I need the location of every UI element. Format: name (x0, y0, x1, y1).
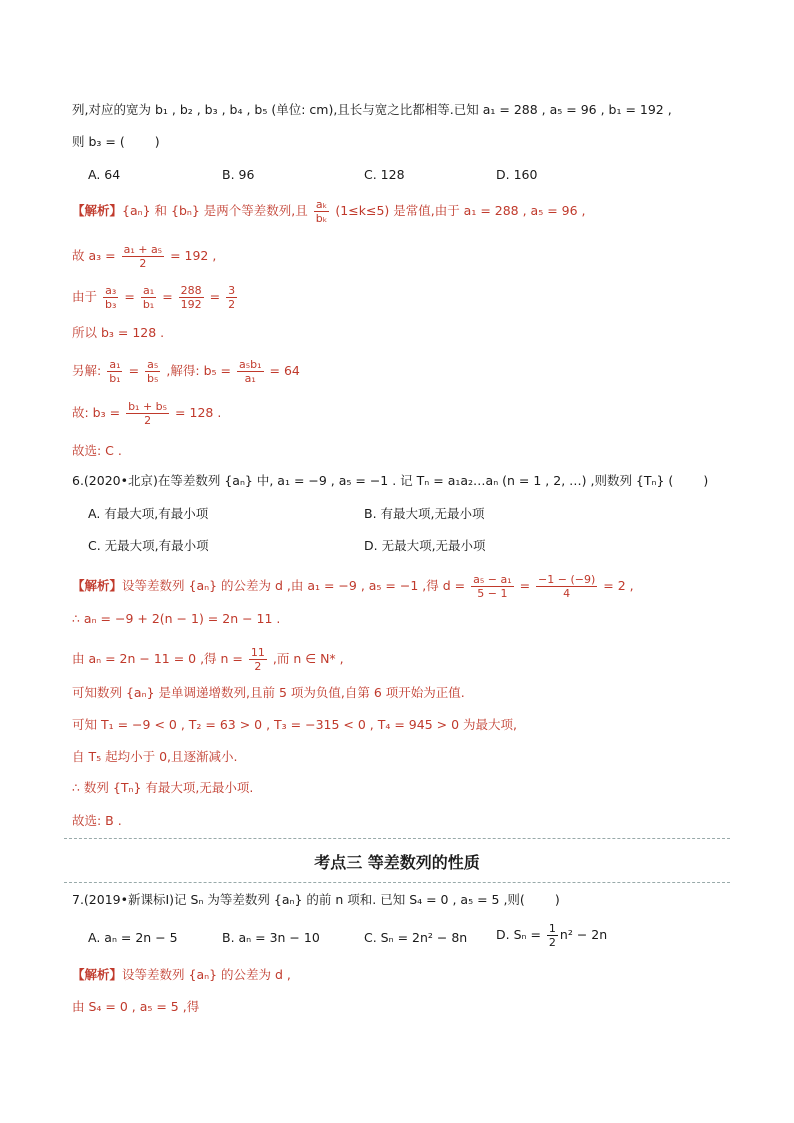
q7-stem-paren-close: ) (554, 892, 560, 907)
fraction (237, 358, 264, 385)
frac-num: a₁ (109, 358, 121, 371)
frac-den: 2 (228, 298, 236, 311)
fraction (471, 573, 514, 600)
q5-solution-line5: 另解: $\frac{\text{a₁}}{\text{b₁}}$ = $\frac{\text{a₅}}{\text{b₅}}$ ,解得: b₅ = $\frac{\text{a₅b₁}}{\text{a₁}}$ = 64 (72, 358, 300, 385)
q7-solution-line1 (72, 966, 291, 984)
q5-solution-line3: 由于 $\frac{\text{a₃}}{\text{b₃}}$ = $\frac{\text{a₁}}{\text{b₁}}$ = $\frac{288}{192}$ = $\frac{3}{2}$ (72, 284, 236, 311)
q7-stem-text: 7.(2019•新课标Ⅰ)记 Sₙ 为等差数列 {aₙ} 的前 n 项和. 已知 S₄ = 0 , a₅ = 5 ,则( (72, 892, 525, 907)
q6-solution-line2: ∴ aₙ = −9 + 2(n − 1) = 2n − 11 . (72, 611, 281, 626)
q6-solution-line4: 可知数列 {aₙ} 是单调递增数列,且前 5 项为负值,自第 6 项开始为正值. (72, 685, 465, 700)
frac-den: b₃ (105, 298, 117, 311)
section-title: 考点三 等差数列的性质 (314, 853, 480, 872)
frac-num: a₅ (147, 358, 159, 371)
q5-sol1-text: {aₙ} 和 {bₙ} 是两个等差数列,且 (122, 203, 308, 218)
q6-answer: 故选: B . (72, 813, 122, 828)
fraction (126, 400, 169, 427)
q5-sol6-text: 故: b₃ = (72, 405, 121, 420)
q5-solution-line1 (72, 198, 586, 225)
q7-sol1-text: 设等差数列 {aₙ} 的公差为 d , (122, 967, 291, 982)
q6-option-d: D. 无最大项,无最小项 (364, 538, 486, 553)
q6-sol1-text-b: = 2 , (603, 578, 634, 593)
frac-den: 2 (548, 936, 556, 949)
q5-sol2-text: 故 a₃ = (72, 248, 116, 263)
q6-solution-line6: 自 T₅ 起均小于 0,且逐渐减小. (72, 749, 238, 764)
frac-num: a₅ − a₁ (473, 573, 512, 586)
frac-num: b₁ + b₅ (128, 400, 168, 413)
fraction (226, 284, 237, 311)
frac-num: 11 (250, 646, 265, 659)
q7-stem (72, 891, 560, 909)
q6-sol3-text: 由 aₙ = 2n − 11 = 0 ,得 n = (72, 651, 243, 666)
q5-ratio-fraction (314, 198, 330, 225)
fraction (179, 284, 204, 311)
q5-stem-line2 (72, 133, 160, 151)
fraction (547, 922, 558, 949)
q5-sol5-text-b: ,解得: b₅ = (166, 363, 231, 378)
q5-sol2-text-b: = 192 , (170, 248, 217, 263)
q6-option-a: A. 有最大项,有最小项 (88, 506, 209, 521)
q5-sol2-fraction (122, 243, 165, 270)
q5-sol1-text-b: (1≤k≤5) 是常值,由于 a₁ = 288 , a₅ = 96 , (335, 203, 586, 218)
q6-sol3-text-b: ,而 n ∈ N* , (272, 651, 344, 666)
frac-num: a₃ (105, 284, 117, 297)
q7-option-c: C. Sₙ = 2n² − 8n (364, 930, 468, 945)
q5-solution-line4: 所以 b₃ = 128 . (72, 325, 165, 340)
frac-den: bₖ (315, 212, 328, 225)
q5-stem-paren-close: ) (154, 134, 160, 149)
frac-den: 4 (563, 587, 571, 600)
q5-option-a: A. 64 (88, 167, 121, 182)
frac-num: 288 (180, 284, 202, 297)
q5-sol3-text: 由于 (72, 289, 98, 304)
q5-stem-line1: 列,对应的宽为 b₁ , b₂ , b₃ , b₄ , b₅ (单位: cm),且长与宽之比都相等.已知 a₁ = 288 , a₅ = 96 , b₁ = 192 , (72, 102, 672, 117)
frac-den: a₁ (244, 372, 256, 385)
q5-sol5-text-c: = 64 (269, 363, 300, 378)
frac-num: −1 − (−9) (538, 573, 596, 586)
fraction (141, 284, 156, 311)
q6-stem (72, 472, 708, 490)
frac-num: a₅b₁ (238, 358, 262, 371)
fraction (107, 358, 122, 385)
frac-num: aₖ (315, 198, 328, 211)
q5-sol5-text: 另解: (72, 363, 102, 378)
q6-option-c: C. 无最大项,有最小项 (88, 538, 209, 553)
frac-num: a₁ (142, 284, 155, 297)
q5-analysis-tag: 【解析】 (72, 203, 123, 218)
q7-solution-line2: 由 S₄ = 0 , a₅ = 5 ,得 (72, 999, 200, 1014)
q5-sol6-text-b: = 128 . (175, 405, 222, 420)
section-divider-top (64, 838, 730, 839)
q7-option-b: B. aₙ = 3n − 10 (222, 930, 320, 945)
frac-den: 2 (144, 414, 152, 427)
q7-optd-text: D. Sₙ = (496, 927, 541, 942)
fraction (103, 284, 118, 311)
q7-option-a: A. aₙ = 2n − 5 (88, 930, 178, 945)
q6-sol1-text: 设等差数列 {aₙ} 的公差为 d ,由 a₁ = −9 , a₅ = −1 ,得 d = (122, 578, 466, 593)
fraction (145, 358, 160, 385)
frac-den: 192 (180, 298, 202, 311)
frac-den: b₁ (109, 372, 121, 385)
frac-den: 2 (254, 660, 262, 673)
frac-den: 2 (139, 257, 147, 270)
frac-num: 1 (548, 922, 556, 935)
q6-solution-line3 (72, 646, 344, 673)
frac-den: 5 − 1 (477, 587, 508, 600)
frac-den: b₁ (142, 298, 155, 311)
q6-stem-text: 6.(2020•北京)在等差数列 {aₙ} 中, a₁ = −9 , a₅ = −1 . 记 Tₙ = a₁a₂…aₙ (n = 1 , 2, …) ,则数列 {Tₙ} ( (72, 473, 674, 488)
q7-optd-text-b: n² − 2n (559, 927, 608, 942)
q5-option-d: D. 160 (496, 167, 538, 182)
q6-solution-line1: 【解析】设等差数列 {aₙ} 的公差为 d ,由 a₁ = −9 , a₅ = −1 ,得 d = $\frac{\text{a₅ − a₁}}{5 - 1}$ = $\frac{-1 - (-9)}{4}$ = 2 , (72, 573, 634, 600)
section-divider-bottom (64, 882, 730, 883)
frac-den: b₅ (147, 372, 159, 385)
q6-solution-line7: ∴ 数列 {Tₙ} 有最大项,无最小项. (72, 780, 254, 795)
fraction (249, 646, 267, 673)
q6-analysis-tag: 【解析】 (72, 578, 123, 593)
q7-option-d (496, 922, 607, 949)
q5-solution-line6 (72, 400, 221, 427)
q5-option-c: C. 128 (364, 167, 405, 182)
q6-option-b: B. 有最大项,无最小项 (364, 506, 485, 521)
q5-stem-text: 则 b₃ = ( (72, 134, 125, 149)
q6-stem-paren-close: ) (703, 473, 709, 488)
frac-num: a₁ + a₅ (123, 243, 163, 256)
q7-analysis-tag: 【解析】 (72, 967, 123, 982)
q5-solution-line2 (72, 243, 216, 270)
q5-answer: 故选: C . (72, 443, 122, 458)
q6-solution-line5: 可知 T₁ = −9 < 0 , T₂ = 63 > 0 , T₃ = −315 < 0 , T₄ = 945 > 0 为最大项, (72, 717, 517, 732)
fraction (536, 573, 597, 600)
frac-num: 3 (228, 284, 236, 297)
q5-option-b: B. 96 (222, 167, 255, 182)
